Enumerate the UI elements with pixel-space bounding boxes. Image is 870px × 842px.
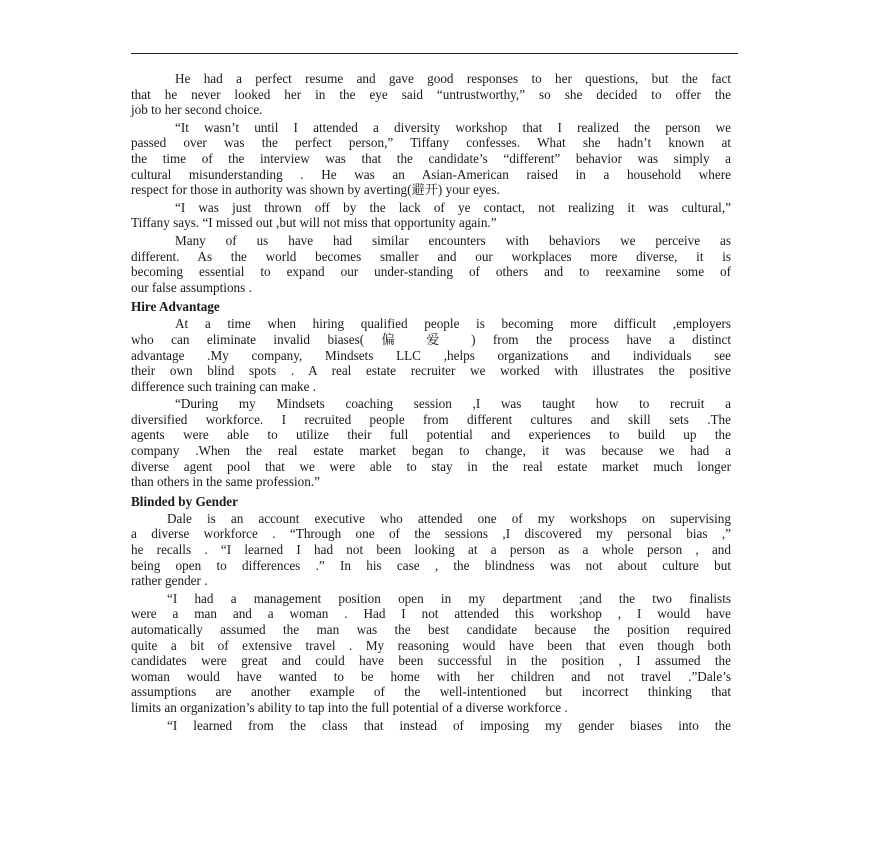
text-line: the time of the interview was that the candidate’s “different” behavior was simply a bbox=[131, 150, 731, 166]
text-line: different. As the world becomes smaller and our workplaces more diverse, it is bbox=[131, 248, 731, 264]
text-line: “I was just thrown off by the lack of ye contact, not realizing it was cultural,” bbox=[175, 199, 731, 215]
text-line: agents were able to utilize their full potential and experiences to build up the bbox=[131, 427, 731, 443]
text-line: Tiffany says. “I missed out ,but will not miss that opportunity again.” bbox=[131, 215, 497, 231]
text-line: rather gender . bbox=[131, 573, 208, 589]
text-line: cultural misunderstanding . He was an Asian-American raised in a household where bbox=[131, 166, 731, 182]
text-line: woman would have wanted to be home with her children and not travel .”Dale’s bbox=[131, 668, 731, 684]
paragraph bbox=[131, 396, 731, 490]
text-line: assumptions are another example of the well-intentioned but incorrect thinking that bbox=[131, 684, 731, 700]
text-line: Dale is an account executive who attended one of my workshops on supervising bbox=[167, 510, 731, 526]
text-line: quite a bit of extensive travel . My reasoning would have been that even though both bbox=[131, 637, 731, 653]
paragraph bbox=[131, 71, 731, 118]
text-line: their own blind spots . A real estate recruiter we worked with illustrates the positive bbox=[131, 363, 731, 379]
text-line: automatically assumed the man was the best candidate because the position required bbox=[131, 622, 731, 637]
text-line: Many of us have had similar encounters with behaviors we perceive as bbox=[175, 232, 731, 248]
paragraph bbox=[131, 591, 731, 716]
text-line: company .When the real estate market began to change, it was because we had a bbox=[131, 443, 731, 459]
text-line: limits an organization’s ability to tap into the full potential of a diverse workforce . bbox=[131, 699, 568, 715]
text-line: than others in the same profession.” bbox=[131, 474, 320, 490]
text-line: our false assumptions . bbox=[131, 279, 252, 295]
paragraph bbox=[131, 120, 731, 198]
text-line: candidates were great and could have been successful in the position , I assumed the bbox=[131, 653, 731, 669]
text-line: who can eliminate invalid biases( 偏 爱 ) from the process have a distinct bbox=[131, 331, 731, 347]
text-line: He had a perfect resume and gave good responses to her questions, but the fact bbox=[175, 71, 731, 86]
text-line: “During my Mindsets coaching session ,I was taught how to recruit a bbox=[175, 396, 731, 412]
text-line: becoming essential to expand our under-standing of others and to reexamine some of bbox=[131, 264, 731, 280]
text-line: “It wasn’t until I attended a diversity workshop that I realized the person we bbox=[175, 119, 731, 135]
text-line: diversified workforce. I recruited people from different cultures and skill sets .The bbox=[131, 411, 731, 427]
text-line: “I had a management position open in my department ;and the two finalists bbox=[167, 590, 731, 606]
text-line: job to her second choice. bbox=[131, 102, 263, 118]
text-line: were a man and a woman . Had I not attended this workshop , I would have bbox=[131, 606, 731, 622]
header-rule bbox=[131, 53, 738, 54]
section-heading: Blinded by Gender bbox=[131, 493, 238, 509]
text-line: respect for those in authority was shown by averting(避开) your eyes. bbox=[131, 182, 500, 198]
section-heading: Hire Advantage bbox=[131, 299, 220, 315]
text-line: being open to differences .” In his case , the blindness was not about culture but bbox=[131, 557, 731, 573]
text-line: a diverse workforce . “Through one of the sessions ,I discovered my personal bias ,” bbox=[131, 526, 731, 542]
paragraph bbox=[131, 233, 731, 295]
text-line: diverse agent pool that we were able to stay in the real estate market much longer bbox=[131, 458, 731, 474]
text-line: passed over was the perfect person,” Tiffany confesses. What she hadn’t known at bbox=[131, 135, 731, 151]
text-line: “I learned from the class that instead of imposing my gender biases into the bbox=[167, 717, 731, 733]
text-line: that he never looked her in the eye said “untrustworthy,” so she decided to offer the bbox=[131, 86, 731, 102]
text-line: difference such training can make . bbox=[131, 378, 317, 394]
paragraph bbox=[131, 718, 731, 734]
paragraph bbox=[131, 200, 731, 231]
paragraph bbox=[131, 511, 731, 589]
text-line: At a time when hiring qualified people is becoming more difficult ,employers bbox=[175, 316, 731, 332]
text-line: advantage .My company, Mindsets LLC ,helps organizations and individuals see bbox=[131, 347, 731, 363]
paragraph bbox=[131, 316, 731, 394]
text-line: he recalls . “I learned I had not been looking at a person as a whole person , and bbox=[131, 542, 731, 558]
document-body bbox=[131, 71, 731, 735]
